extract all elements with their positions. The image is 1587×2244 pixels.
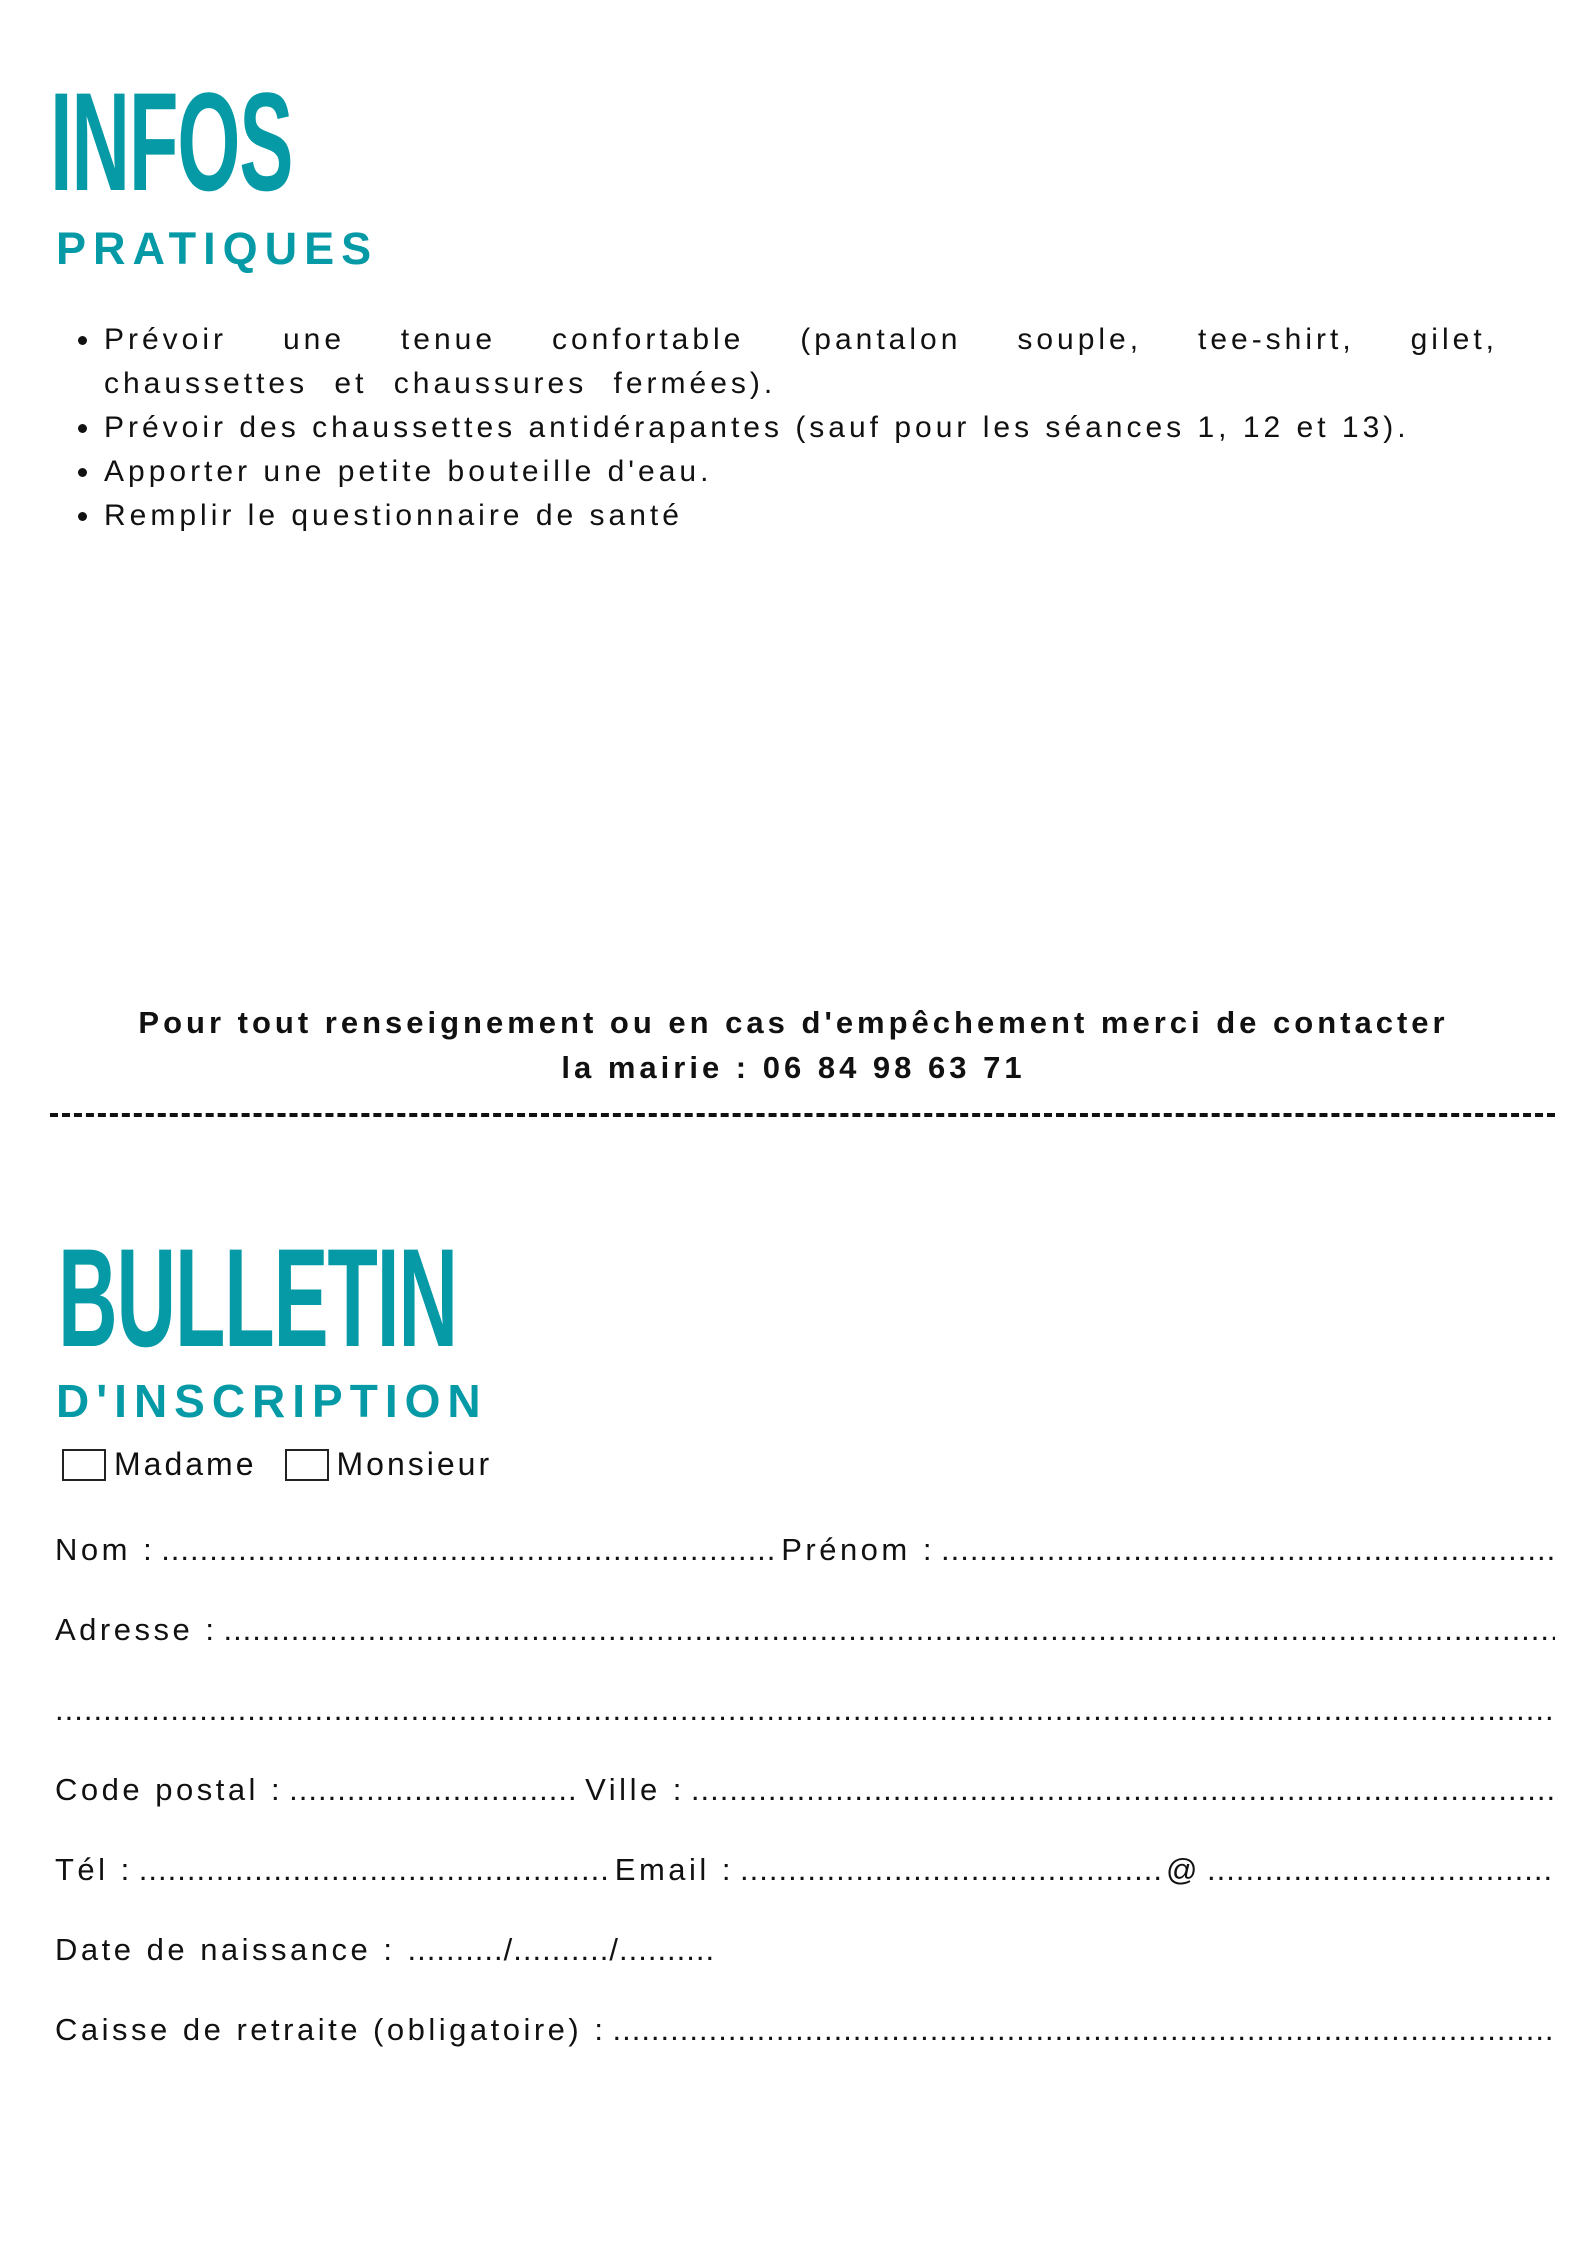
email-label: Email : xyxy=(614,1852,735,1887)
name-row xyxy=(55,1530,1555,1570)
date-naissance-label: Date de naissance : xyxy=(55,1932,396,1967)
adresse-field[interactable] xyxy=(223,1610,1555,1650)
adresse-field-line-2[interactable] xyxy=(55,1690,1555,1730)
email-field-local[interactable] xyxy=(740,1850,1160,1890)
list-item: Prévoir des chaussettes antidérapantes (sauf pour les séances 1, 12 et 13). xyxy=(74,406,1498,450)
prenom-field[interactable] xyxy=(941,1530,1555,1570)
code-postal-label: Code postal : xyxy=(55,1772,284,1807)
contact-line-1: Pour tout renseignement ou en cas d'empêchement merci de contacter xyxy=(138,1005,1449,1040)
city-row xyxy=(55,1770,1555,1810)
contact-row xyxy=(55,1850,1555,1890)
madame-label: Madame xyxy=(114,1446,257,1482)
caisse-retraite-field[interactable] xyxy=(612,2010,1555,2050)
practical-info-list xyxy=(74,318,1498,538)
code-postal-field[interactable] xyxy=(289,1770,579,1810)
address-row xyxy=(55,1610,1555,1650)
tel-field[interactable] xyxy=(139,1850,609,1890)
civility-choice xyxy=(62,1446,520,1483)
list-item: Apporter une petite bouteille d'eau. xyxy=(74,450,1498,494)
contact-notice xyxy=(40,1000,1547,1090)
email-field-domain[interactable] xyxy=(1207,1850,1555,1890)
caisse-retraite-label: Caisse de retraite (obligatoire) : xyxy=(55,2012,607,2047)
nom-field[interactable] xyxy=(161,1530,775,1570)
birthdate-row xyxy=(55,1930,1555,1970)
tel-label: Tél : xyxy=(55,1852,133,1887)
list-item: Prévoir une tenue confortable (pantalon souple, tee-shirt, gilet, chaussettes et chaussures fermées). xyxy=(74,318,1498,406)
address-row-2 xyxy=(55,1690,1555,1730)
nom-label: Nom : xyxy=(55,1532,156,1567)
ville-field[interactable] xyxy=(691,1770,1555,1810)
contact-line-2: la mairie : 06 84 98 63 71 xyxy=(561,1050,1026,1085)
adresse-label: Adresse : xyxy=(55,1612,218,1647)
pratiques-subtitle: PRATIQUES xyxy=(56,223,379,274)
prenom-label: Prénom : xyxy=(781,1532,935,1567)
monsieur-checkbox[interactable] xyxy=(285,1449,329,1481)
madame-checkbox[interactable] xyxy=(62,1449,106,1481)
bulletin-title: BULLETIN xyxy=(58,1219,457,1376)
list-item: Remplir le questionnaire de santé xyxy=(74,494,1498,538)
date-naissance-field[interactable]: ........../........../.......... xyxy=(407,1932,716,1967)
ville-label: Ville : xyxy=(585,1772,685,1807)
email-at: @ xyxy=(1166,1852,1202,1887)
inscription-subtitle: D'INSCRIPTION xyxy=(56,1375,488,1427)
cut-line-divider xyxy=(50,1113,1555,1117)
monsieur-label: Monsieur xyxy=(336,1446,493,1482)
infos-title: INFOS xyxy=(50,63,293,220)
retirement-row xyxy=(55,2010,1555,2050)
